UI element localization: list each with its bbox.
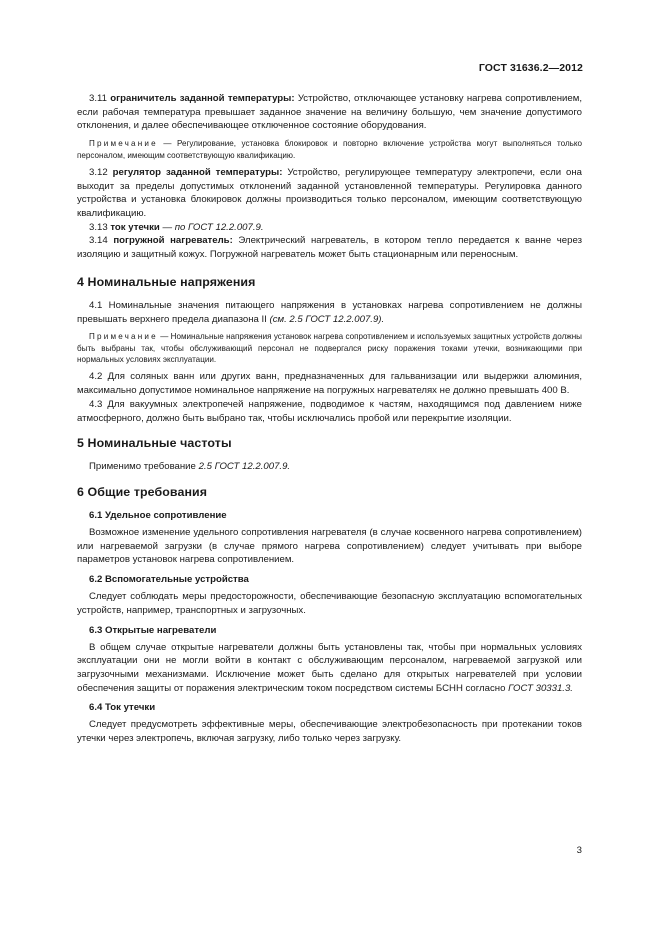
subsection-6-1-heading: 6.1 Удельное сопротивление	[89, 509, 227, 521]
note-text: — Номинальные напряжения установок нагрева сопротивлением и используемых защитных устройств должны быть выбраны так, чтобы обслуживающий персонал не подвергался риску поражения токами утечки, возникающими при нормальных условиях эксплуатации.	[77, 332, 582, 365]
clause-term: погружной нагреватель:	[113, 235, 233, 247]
clause-text: Устройство, регулирующее температуру электропечи, если она выходит за пределы допустимых отклонений заданной установленной температуры. Регулировка данного устройства и установка блокировок должны производиться только персоналом, имеющим соответствующую квалификацию.	[77, 166, 583, 220]
clause-number: 3.13	[89, 221, 108, 233]
clause-text: Устройство, отключающее установку нагрева сопротивлением, если рабочая температура превышает заданное значение на величину большую, чем значение допустимого отклонения, и далее обеспечивающее отключенное состояние оборудования.	[77, 93, 583, 132]
section-6-heading: 6 Общие требования	[77, 484, 208, 499]
clause-4-1	[77, 299, 582, 326]
clause-reference: 2.5 ГОСТ 12.2.007.9.	[198, 461, 291, 473]
clause-term: ограничитель заданной температуры:	[110, 93, 295, 104]
subsection-6-1-text: Возможное изменение удельного сопротивления нагревателя (в случае косвенного нагрева сопротивлением) или нагреваемой загрузки (в случае прямого нагрева сопротивлением) следует учитывать при выборе параметров установок нагрева сопротивлением.	[77, 526, 582, 566]
clause-term: регулятор заданной температуры:	[112, 166, 283, 178]
subsection-6-3-text	[77, 641, 582, 696]
subsection-6-4-text: Следует предусмотреть эффективные меры, обеспечивающие электробезопасность при протекании токов утечки через электропечь, включая загрузку, либо только через загрузку.	[77, 719, 582, 745]
note-label: Примечание	[89, 332, 158, 342]
clause-3-14	[77, 234, 582, 261]
note-text: — Регулирование, установка блокировок и повторно включение устройства могут выполняться только персоналом, имеющим соответствующую квалификацию.	[77, 139, 583, 160]
subsection-6-2-heading: 6.2 Вспомогательные устройства	[89, 574, 249, 586]
subsection-6-2-text: Следует соблюдать меры предосторожности, обеспечивающие безопасную эксплуатацию вспомогательных устройств, например, транспортных и загрузочных.	[77, 591, 582, 616]
page-content	[77, 92, 582, 746]
clause-3-11	[77, 92, 582, 133]
section-4-heading: 4 Номинальные напряжения	[77, 274, 256, 289]
clause-term: ток утечки	[110, 221, 160, 233]
clause-3-12	[77, 166, 582, 221]
clause-reference: ГОСТ 30331.3.	[508, 682, 573, 694]
subsection-6-4-heading: 6.4 Ток утечки	[89, 702, 156, 714]
standard-header: ГОСТ 31636.2—2012	[478, 62, 583, 74]
clause-text: Применимо требование	[89, 461, 196, 473]
subsection-6-3-heading: 6.3 Открытые нагреватели	[89, 624, 217, 636]
clause-4-3: 4.3 Для вакуумных электропечей напряжение, подводимое к частям, находящимся под давлением ниже атмосферного, должно быть выбрано так, чтобы исключались пробой или перекрытие изоляции.	[77, 398, 582, 424]
clause-number: 3.11	[89, 93, 107, 104]
section-5-text	[77, 460, 582, 474]
clause-number: 3.12	[89, 166, 108, 178]
clause-text: Электрический нагреватель, в котором тепло передается к ванне через изоляцию и защитный кожух. Погружной нагреватель может быть стационарным или переносным.	[77, 235, 582, 261]
clause-4-2: 4.2 Для соляных ванн или других ванн, предназначенных для гальванизации или выдержки алюминия, максимально допустимое номинальное напряжение на погружных нагревателях не должно превышать 400 В.	[77, 371, 582, 397]
note	[77, 138, 582, 161]
note-label: Примечание	[89, 139, 158, 149]
page-number: 3	[576, 845, 582, 856]
clause-3-13	[77, 221, 582, 235]
clause-text: В общем случае открытые нагреватели должны быть установлены так, чтобы при нормальных условиях эксплуатации они не могли войти в контакт с обслуживающим персоналом, нагреваемой загрузкой или загрузочными механизмами. Исключение может быть сделано для открытых нагревателей при условии обеспечения защиты от поражения электрическим током посредством системы БСНН согласно	[77, 641, 582, 694]
section-5-heading: 5 Номинальные частоты	[77, 436, 232, 451]
clause-text: 4.1 Номинальные значения питающего напряжения в установках нагрева сопротивлением не должны превышать верхнего предела диапазона II	[77, 299, 582, 325]
clause-reference: (см. 2.5 ГОСТ 12.2.007.9).	[269, 313, 385, 325]
clause-number: 3.14	[89, 235, 108, 247]
note	[77, 331, 582, 365]
clause-reference: — по ГОСТ 12.2.007.9.	[162, 221, 264, 233]
